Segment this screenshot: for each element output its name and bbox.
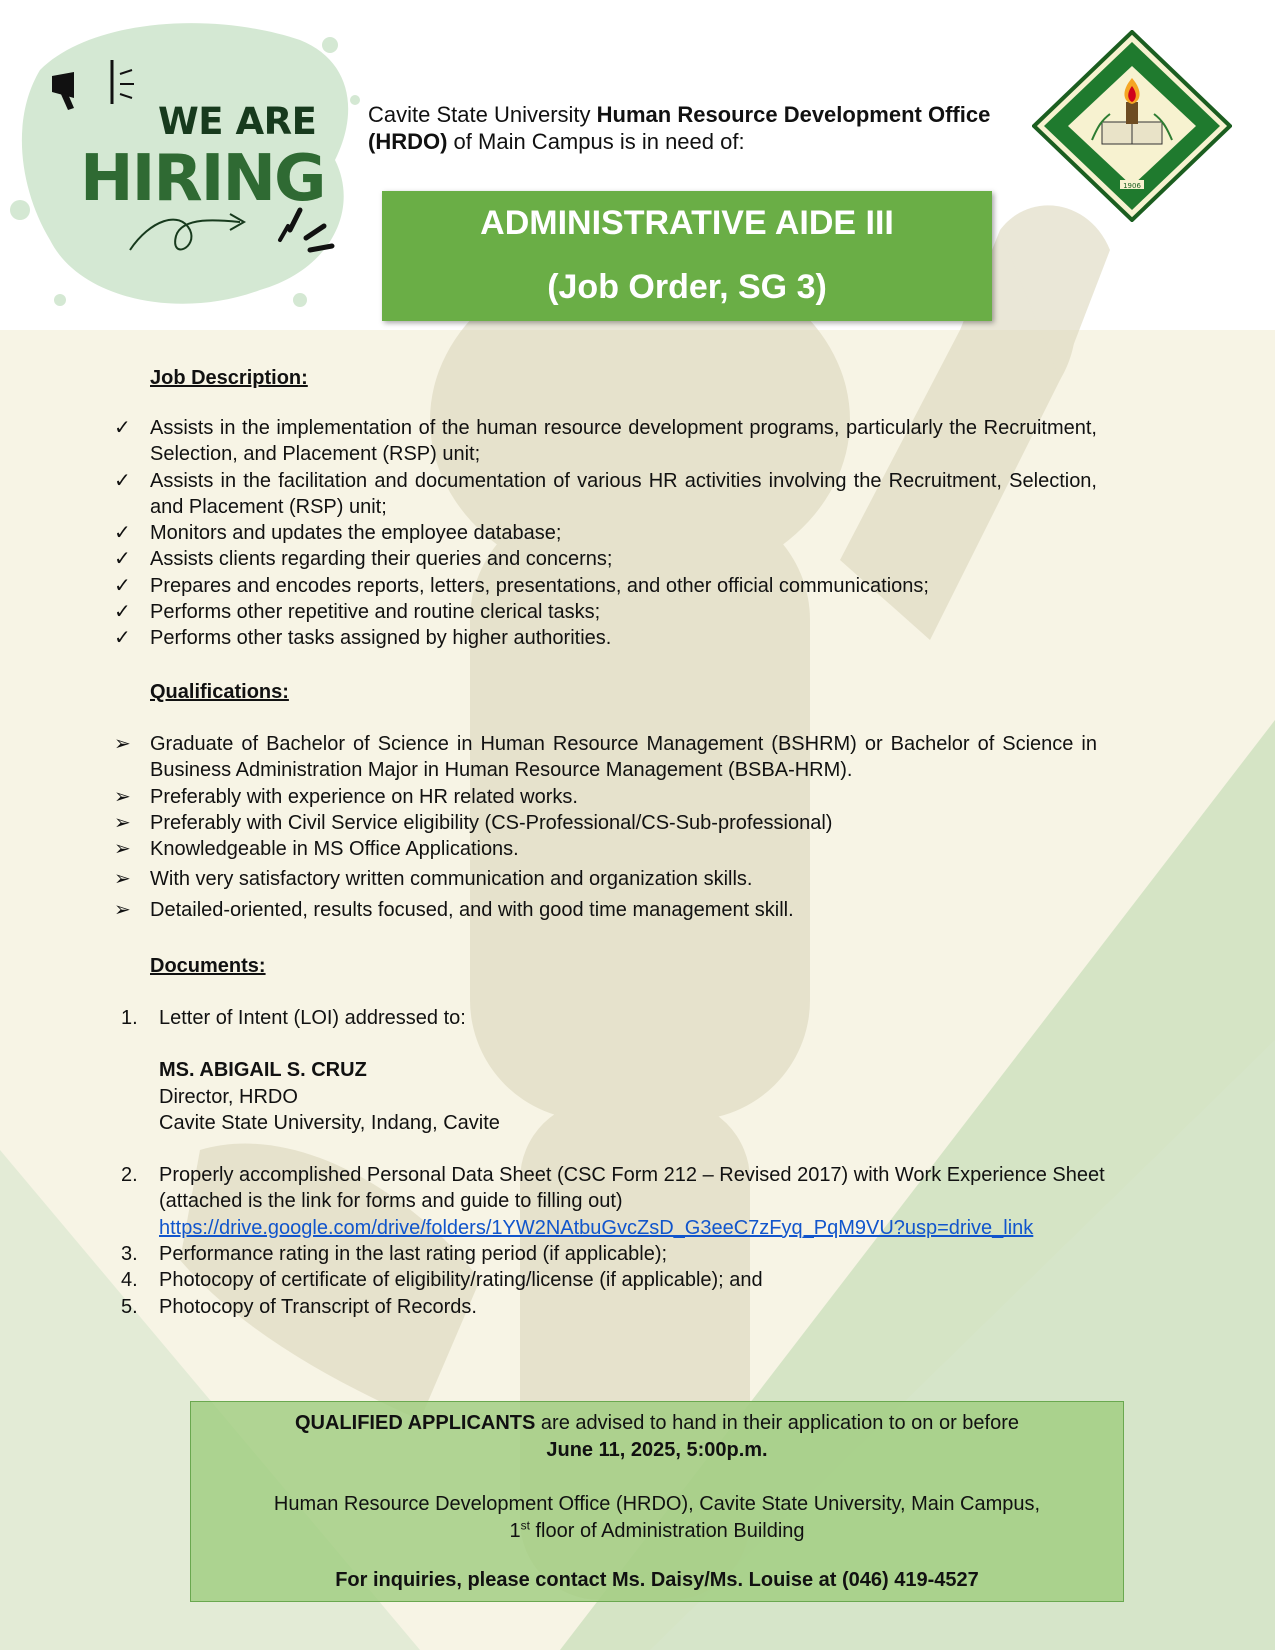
list-item: ✓ Assists in the facilitation and documentation of various HR activities involving the Recruitment, Selection, and Placement (RSP) unit; xyxy=(114,469,1097,518)
list-item: ➢ Preferably with experience on HR related works. xyxy=(114,784,1097,810)
list-item: ✓ Assists in the implementation of the human resource development programs, particularly the Recruitment, Selection, and Placement (RSP) unit; xyxy=(114,417,1097,466)
list-item: ➢ Detailed-oriented, results focused, and with good time management skill. xyxy=(114,897,1097,923)
job-description-list xyxy=(114,415,1097,652)
job-title: ADMINISTRATIVE AIDE III xyxy=(480,204,894,242)
check-icon: ✓ xyxy=(114,417,131,439)
list-item: ➢ Preferably with Civil Service eligibility (CS-Professional/CS-Sub-professional) xyxy=(114,810,1097,836)
university-seal-icon xyxy=(1032,30,1232,222)
arrow-bullet-icon: ➢ xyxy=(114,811,131,834)
list-item: ✓ Performs other tasks assigned by higher authorities. xyxy=(114,625,1097,651)
forms-link[interactable]: https://drive.google.com/drive/folders/1YW2NAtbuGvcZsD_G3eeC7zFyq_PqM9VU?usp=drive_link xyxy=(159,1216,1034,1239)
list-item: ✓ Monitors and updates the employee database; xyxy=(114,520,1097,546)
application-notice-box xyxy=(190,1401,1124,1602)
list-item xyxy=(123,1162,1115,1241)
check-icon: ✓ xyxy=(114,601,131,624)
document-item-text: Properly accomplished Personal Data Sheet (CSC Form 212 – Revised 2017) with Work Experience Sheet (attached is the link for forms and guide to filling out) xyxy=(159,1164,1105,1213)
check-icon: ✓ xyxy=(114,522,131,545)
list-number: 4. xyxy=(121,1269,138,1292)
intro-text: Cavite State University Human Resource Development Office (HRDO) of Main Campus is in need of: xyxy=(368,102,991,154)
list-item: ➢ Knowledgeable in MS Office Applications. xyxy=(114,836,1097,862)
job-description-heading: Job Description: xyxy=(150,367,308,389)
list-item: ✓ Performs other repetitive and routine clerical tasks; xyxy=(114,599,1097,625)
arrow-bullet-icon: ➢ xyxy=(114,838,131,861)
svg-text:1906: 1906 xyxy=(1123,182,1141,190)
list-item: ✓ Prepares and encodes reports, letters, presentations, and other official communications; xyxy=(114,573,1097,599)
arrow-bullet-icon: ➢ xyxy=(114,868,131,891)
document-item-text: Letter of Intent (LOI) addressed to: xyxy=(159,1007,466,1029)
floor-text: 1st floor of Administration Building xyxy=(509,1518,805,1542)
documents-list xyxy=(123,1005,1115,1320)
arrow-bullet-icon: ➢ xyxy=(114,898,131,921)
job-title-box xyxy=(382,191,992,321)
we-are-text: WE ARE xyxy=(158,100,317,143)
list-item: 3. Performance rating in the last rating period (if applicable); xyxy=(123,1241,1115,1267)
list-number: 1. xyxy=(121,1007,138,1029)
addressee-name: MS. ABIGAIL S. CRUZ xyxy=(159,1059,367,1082)
check-icon: ✓ xyxy=(114,469,131,492)
megaphone-icon xyxy=(48,58,138,118)
list-number: 2. xyxy=(121,1164,138,1187)
notice-lead: QUALIFIED APPLICANTS are advised to hand in their application to on or before xyxy=(294,1412,1020,1434)
arrow-doodle-icon xyxy=(120,190,350,270)
list-number: 5. xyxy=(121,1295,138,1318)
arrow-bullet-icon: ➢ xyxy=(114,733,131,755)
check-icon: ✓ xyxy=(114,627,131,650)
qualifications-heading: Qualifications: xyxy=(150,681,289,703)
list-number: 3. xyxy=(121,1243,138,1266)
list-item: ✓ Assists clients regarding their queries and concerns; xyxy=(114,546,1097,572)
list-item: ➢ With very satisfactory written communication and organization skills. xyxy=(114,866,1097,892)
list-item: 4. Photocopy of certificate of eligibility/rating/license (if applicable); and xyxy=(123,1267,1115,1293)
office-text: Human Resource Development Office (HRDO), Cavite State University, Main Campus, xyxy=(273,1493,1041,1515)
list-item xyxy=(123,1005,1115,1162)
qualifications-list xyxy=(114,731,1097,923)
addressee-title: Director, HRDO xyxy=(159,1085,298,1108)
inquiries-text: For inquiries, please contact Ms. Daisy/Ms. Louise at (046) 419-4527 xyxy=(335,1569,979,1591)
list-item: ➢ Graduate of Bachelor of Science in Human Resource Management (BSHRM) or Bachelor of Science in Business Administration Major in Human Resource Management (BSBA-HRM). xyxy=(114,733,1097,782)
check-icon: ✓ xyxy=(114,574,131,597)
list-item: 5. Photocopy of Transcript of Records. xyxy=(123,1294,1115,1320)
job-subtitle: (Job Order, SG 3) xyxy=(547,268,827,306)
check-icon: ✓ xyxy=(114,548,131,571)
arrow-bullet-icon: ➢ xyxy=(114,785,131,808)
addressee-address: Cavite State University, Indang, Cavite xyxy=(159,1111,500,1134)
hiring-text: HIRING xyxy=(80,142,325,216)
documents-heading: Documents: xyxy=(150,955,266,977)
deadline-text: June 11, 2025, 5:00p.m. xyxy=(546,1439,768,1461)
